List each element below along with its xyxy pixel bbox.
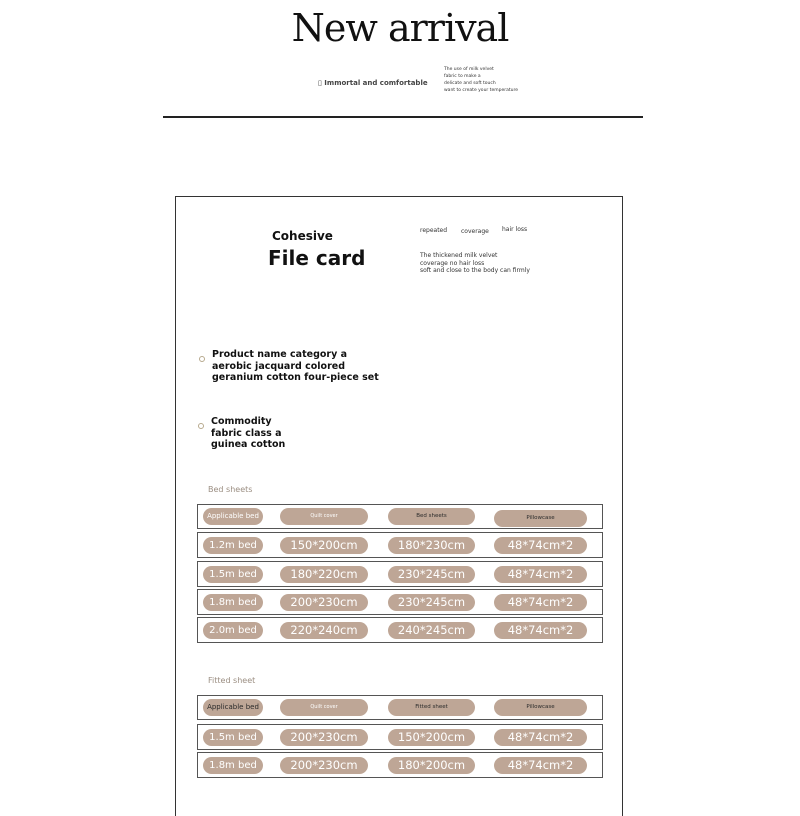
table-row [197, 532, 603, 558]
bed-sheets-header-row [197, 504, 603, 529]
bed-size-cell: 2.0m bed [203, 622, 263, 639]
pillowcase-cell: 48*74cm*2 [494, 622, 587, 639]
bullet-line: geranium cotton four-piece set [212, 372, 379, 383]
hero-title: New arrival [291, 6, 509, 50]
bed-size-cell: 1.8m bed [203, 757, 263, 774]
fitted-sheet-cell: 150*200cm [388, 729, 475, 746]
fitted-sheet-cell: 180*200cm [388, 757, 475, 774]
header-pillowcase: Pillowcase [494, 510, 587, 527]
bullet-line: Commodity [211, 416, 272, 427]
bed-size-cell: 1.8m bed [203, 594, 263, 611]
fitted-sheet-header-row [197, 695, 603, 720]
header-applicable-bed: Applicable bed [203, 699, 263, 716]
pillowcase-cell: 48*74cm*2 [494, 537, 587, 554]
bullet-line: aerobic jacquard colored [212, 360, 345, 372]
tag-repeated: repeated [420, 227, 448, 234]
header-quilt-cover: Quilt cover [280, 699, 368, 716]
card-title: File card [268, 246, 366, 270]
bullet-line: fabric class a [211, 427, 282, 439]
quilt-cover-cell: 200*230cm [280, 729, 368, 746]
table-row [197, 724, 603, 750]
table-row [197, 752, 603, 778]
table-row [197, 561, 603, 587]
fitted-sheet-section-title: Fitted sheet [208, 676, 256, 685]
hero-description-line: delicate and soft touch [444, 81, 496, 86]
quilt-cover-cell: 200*230cm [280, 757, 368, 774]
tag-hair-loss: hair loss [502, 226, 528, 233]
hero-description-line: fabric to make a [444, 74, 481, 79]
quilt-cover-cell: 150*200cm [280, 537, 368, 554]
bed-sheets-cell: 180*230cm [388, 537, 475, 554]
bullet-circle-icon [198, 423, 204, 429]
header-bed-sheets: Bed sheets [388, 508, 475, 525]
bed-sheets-cell: 230*245cm [388, 566, 475, 583]
card-kicker: Cohesive [272, 229, 333, 243]
quilt-cover-cell: 200*230cm [280, 594, 368, 611]
tag-coverage: coverage [461, 228, 489, 235]
hero-divider [163, 116, 643, 118]
product-name-bullet [212, 349, 379, 384]
card-description-line: soft and close to the body can firmly [420, 267, 530, 274]
header-quilt-cover: Quilt cover [280, 508, 368, 525]
pillowcase-cell: 48*74cm*2 [494, 566, 587, 583]
hero-description-line: The use of milk velvet [444, 67, 494, 72]
header-fitted-sheet: Fitted sheet [388, 699, 475, 716]
table-row [197, 589, 603, 615]
bullet-circle-icon [199, 356, 205, 362]
bed-size-cell: 1.5m bed [203, 566, 263, 583]
bed-sheets-section-title: Bed sheets [208, 485, 253, 494]
hero-tagline: ▯ Immortal and comfortable [318, 79, 428, 87]
pillowcase-cell: 48*74cm*2 [494, 729, 587, 746]
table-row [197, 617, 603, 643]
header-pillowcase: Pillowcase [494, 699, 587, 716]
pillowcase-cell: 48*74cm*2 [494, 594, 587, 611]
header-applicable-bed: Applicable bed [203, 508, 263, 525]
pillowcase-cell: 48*74cm*2 [494, 757, 587, 774]
quilt-cover-cell: 180*220cm [280, 566, 368, 583]
bed-sheets-cell: 230*245cm [388, 594, 475, 611]
card-description-line: The thickened milk velvet [420, 252, 498, 259]
quilt-cover-cell: 220*240cm [280, 622, 368, 639]
bullet-line: guinea cotton [211, 439, 286, 450]
card-description-line: coverage no hair loss [420, 259, 485, 267]
bed-size-cell: 1.2m bed [203, 537, 263, 554]
bed-size-cell: 1.5m bed [203, 729, 263, 746]
card-description [420, 252, 530, 275]
hero-description-line: want to create your temperature [444, 88, 518, 93]
commodity-fabric-bullet [211, 416, 285, 451]
bed-sheets-cell: 240*245cm [388, 622, 475, 639]
bullet-line: Product name category a [212, 349, 347, 360]
hero-description [444, 66, 518, 94]
